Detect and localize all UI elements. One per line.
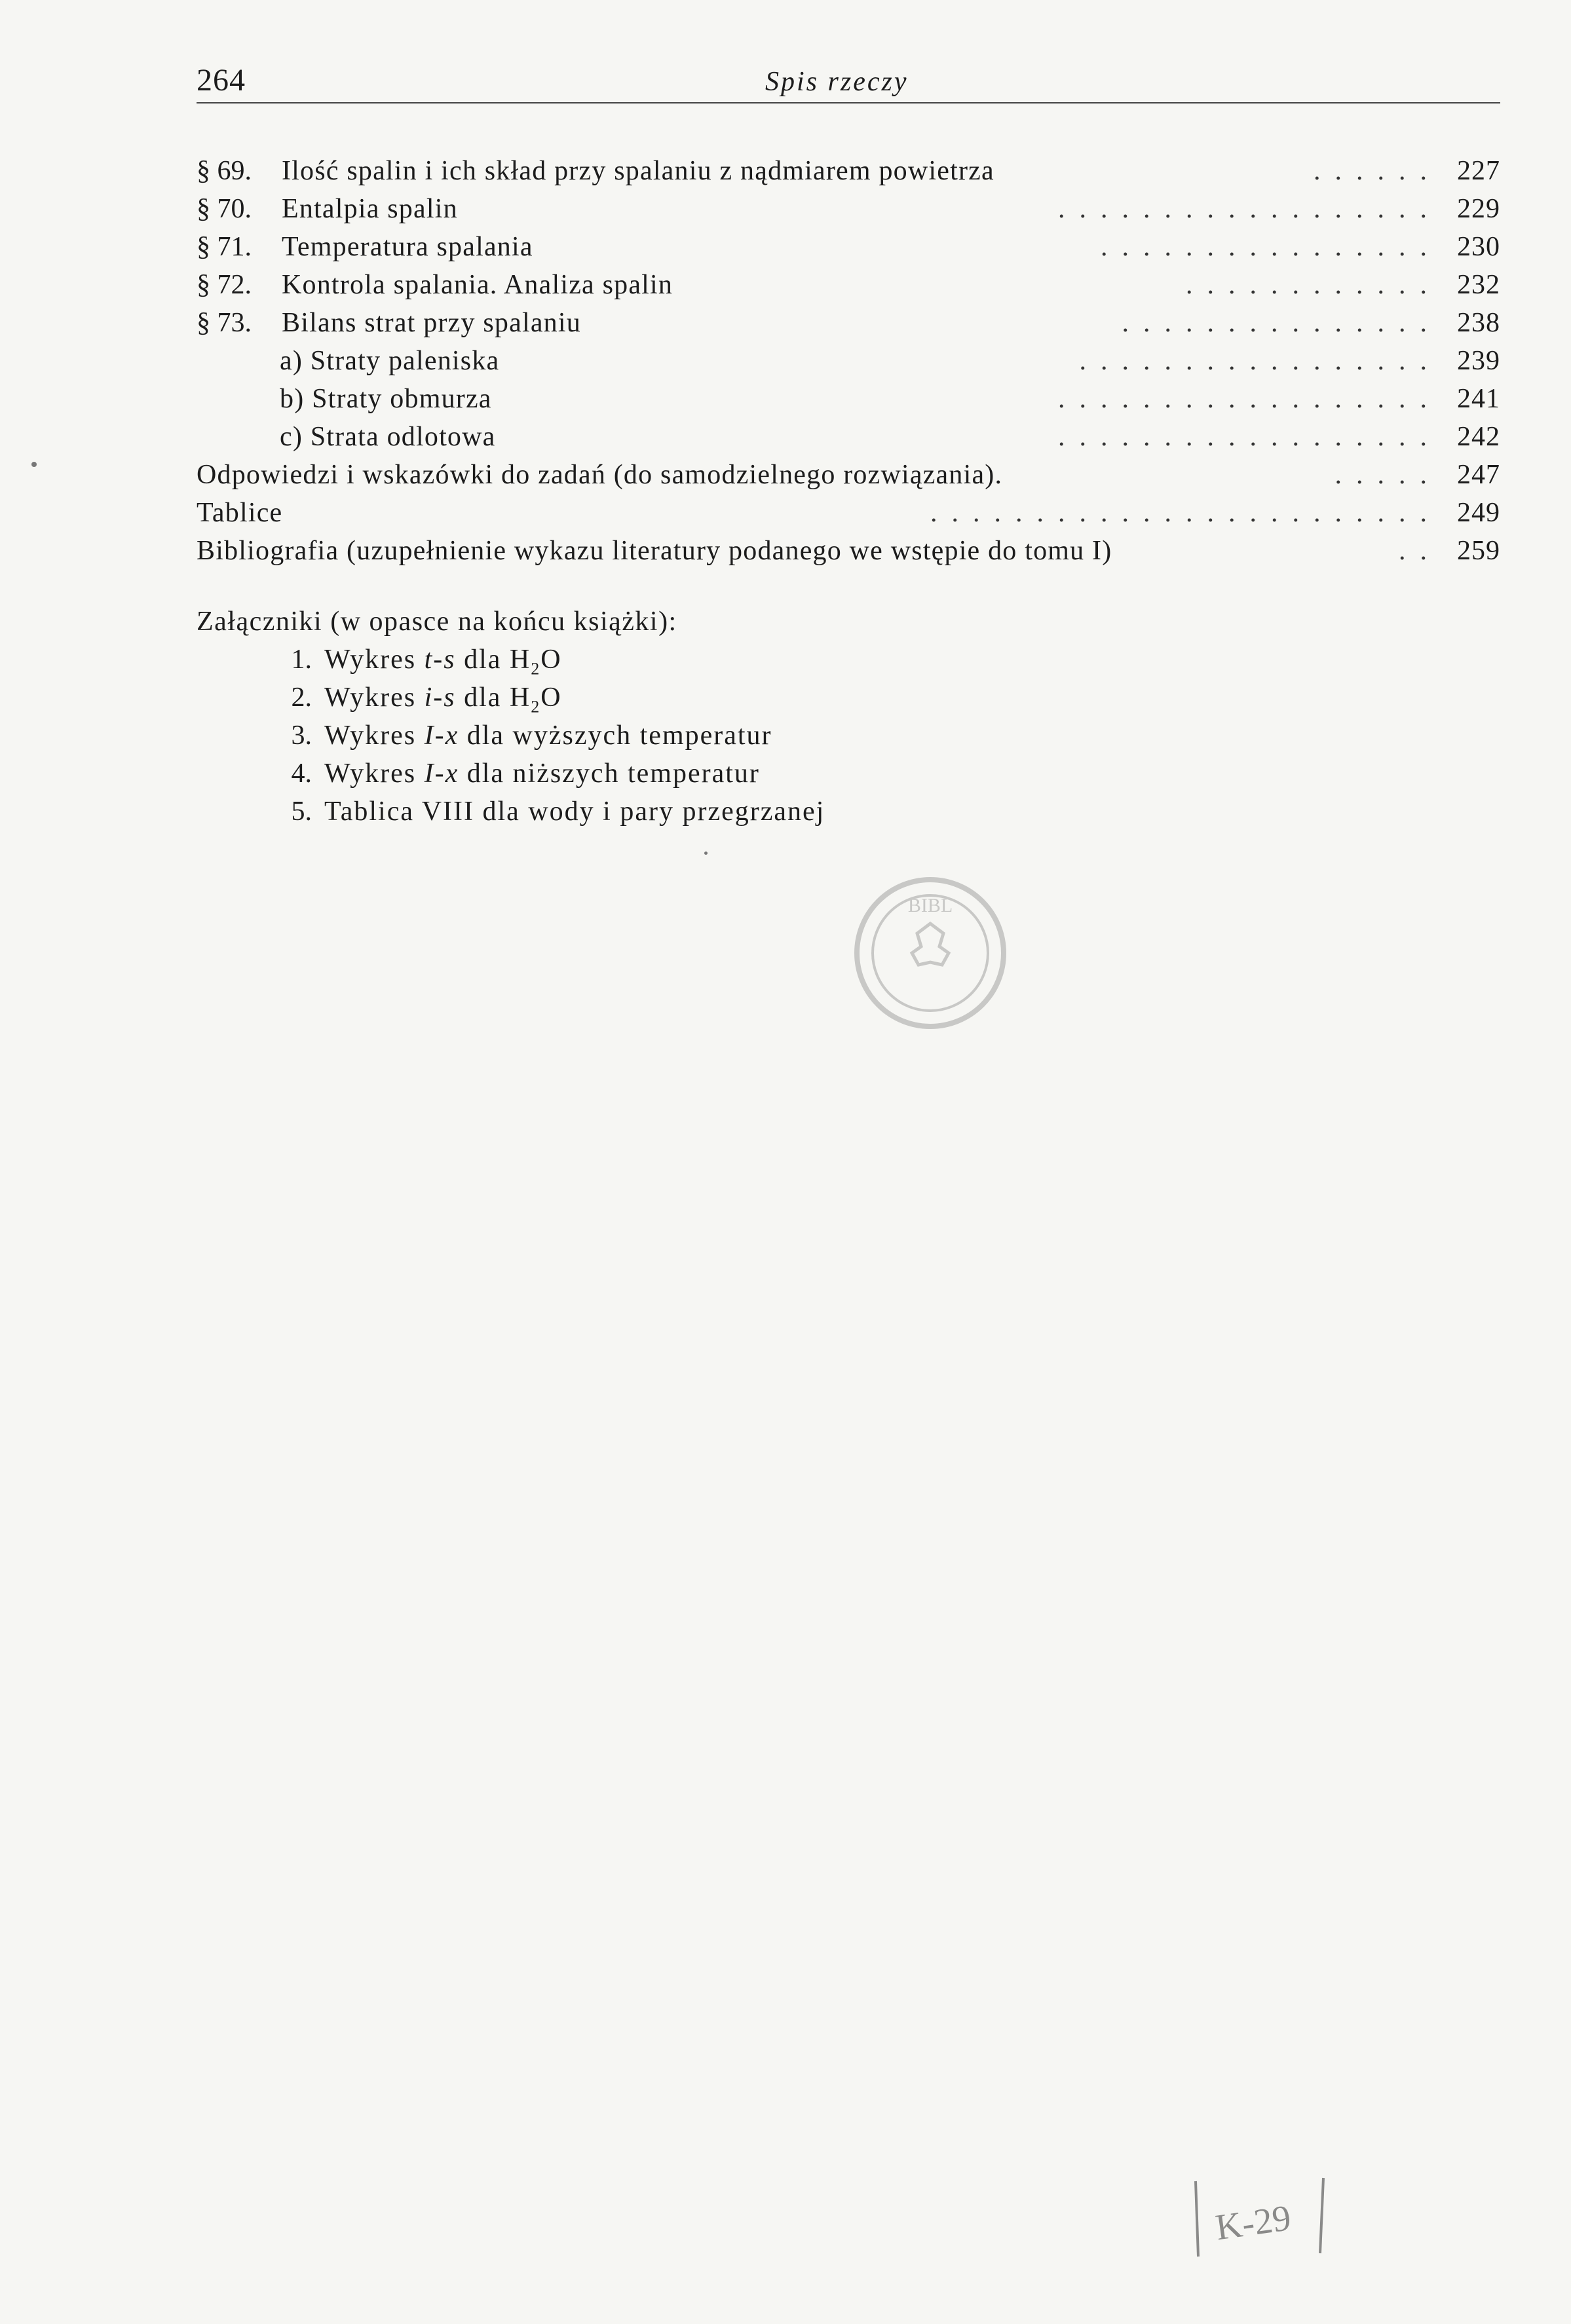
dot-leader: ........................ xyxy=(930,498,1441,528)
annex-item xyxy=(197,755,1114,793)
annex-text: Wykres t-s dla $H_2O$ xyxy=(324,645,562,679)
toc-row xyxy=(197,152,1500,190)
annex-list xyxy=(197,603,1114,831)
toc-section: § 73. xyxy=(197,308,252,338)
shelf-mark-text: K-29 xyxy=(1213,2198,1294,2249)
stamp-text: BIBL xyxy=(907,895,953,916)
toc-page: 247 xyxy=(1457,460,1500,490)
toc-title: Kontrola spalania. Analiza spalin xyxy=(282,270,673,300)
toc-section: § 70. xyxy=(197,194,252,224)
toc-title: a) Straty paleniska xyxy=(280,346,500,376)
toc-row xyxy=(197,456,1500,494)
toc-page: 249 xyxy=(1457,498,1500,528)
dot-leader: ................. xyxy=(1079,346,1441,376)
annex-text: Wykres i-s dla $H_2O$ xyxy=(324,683,562,717)
annex-number: 5. xyxy=(291,797,312,827)
dot-leader: ...... xyxy=(1314,156,1441,186)
table-of-contents xyxy=(197,152,1500,570)
toc-page: 230 xyxy=(1457,232,1500,262)
annex-item xyxy=(197,793,1114,831)
annex-heading: Załączniki (w opasce na końcu książki): xyxy=(197,607,677,637)
toc-row xyxy=(197,418,1500,456)
toc-row xyxy=(197,190,1500,228)
running-title: Spis rzeczy xyxy=(765,67,909,97)
toc-section: § 72. xyxy=(197,270,252,300)
toc-page: 259 xyxy=(1457,536,1500,566)
dot-leader: ............ xyxy=(1186,270,1441,300)
annex-item xyxy=(197,679,1114,717)
page-header xyxy=(197,62,1500,108)
paper-speck xyxy=(704,852,708,855)
dot-leader: ..... xyxy=(1334,460,1441,490)
dot-leader: .................. xyxy=(1058,422,1441,452)
toc-page: 241 xyxy=(1457,384,1500,414)
toc-row xyxy=(197,228,1500,266)
library-stamp xyxy=(848,871,1012,1035)
toc-page: 238 xyxy=(1457,308,1500,338)
annex-item xyxy=(197,717,1114,755)
dot-leader: ................ xyxy=(1101,232,1441,262)
toc-page: 227 xyxy=(1457,156,1500,186)
dot-leader: ............... xyxy=(1122,308,1441,338)
dot-leader: .................. xyxy=(1058,384,1441,414)
toc-title: Odpowiedzi i wskazówki do zadań (do samodzielnego rozwiązania). xyxy=(197,460,1003,490)
toc-row xyxy=(197,532,1500,570)
annex-text: Tablica VIII dla wody i pary przegrzanej xyxy=(324,797,825,827)
page-number: 264 xyxy=(197,63,246,98)
toc-page: 232 xyxy=(1457,270,1500,300)
toc-title: Tablice xyxy=(197,498,283,528)
toc-title: Bilans strat przy spalaniu xyxy=(282,308,581,338)
toc-title: Bibliografia (uzupełnienie wykazu literatury podanego we wstępie do tomu I) xyxy=(197,536,1112,566)
shelf-mark-stamp xyxy=(1189,2168,1333,2266)
toc-page: 242 xyxy=(1457,422,1500,452)
toc-title: Ilość spalin i ich skład przy spalaniu z nądmiarem powietrza xyxy=(282,156,994,186)
dot-leader: .. xyxy=(1399,536,1441,566)
toc-row xyxy=(197,266,1500,304)
toc-page: 229 xyxy=(1457,194,1500,224)
toc-section: § 69. xyxy=(197,156,252,186)
annex-item xyxy=(197,641,1114,679)
dot-leader: .................. xyxy=(1058,194,1441,224)
toc-title: Temperatura spalania xyxy=(282,232,533,262)
toc-title: c) Strata odlotowa xyxy=(280,422,496,452)
toc-page: 239 xyxy=(1457,346,1500,376)
paper-speck xyxy=(31,462,37,467)
annex-number: 4. xyxy=(291,759,312,789)
annex-number: 1. xyxy=(291,645,312,675)
toc-section: § 71. xyxy=(197,232,252,262)
toc-row xyxy=(197,342,1500,380)
annex-text: Wykres I-x dla wyższych temperatur xyxy=(324,721,772,751)
header-rule xyxy=(197,102,1500,103)
annex-number: 3. xyxy=(291,721,312,751)
annex-text: Wykres I-x dla niższych temperatur xyxy=(324,759,760,789)
toc-title: Entalpia spalin xyxy=(282,194,458,224)
toc-row xyxy=(197,494,1500,532)
toc-row xyxy=(197,380,1500,418)
toc-row xyxy=(197,304,1500,342)
annex-number: 2. xyxy=(291,683,312,713)
toc-title: b) Straty obmurza xyxy=(280,384,492,414)
